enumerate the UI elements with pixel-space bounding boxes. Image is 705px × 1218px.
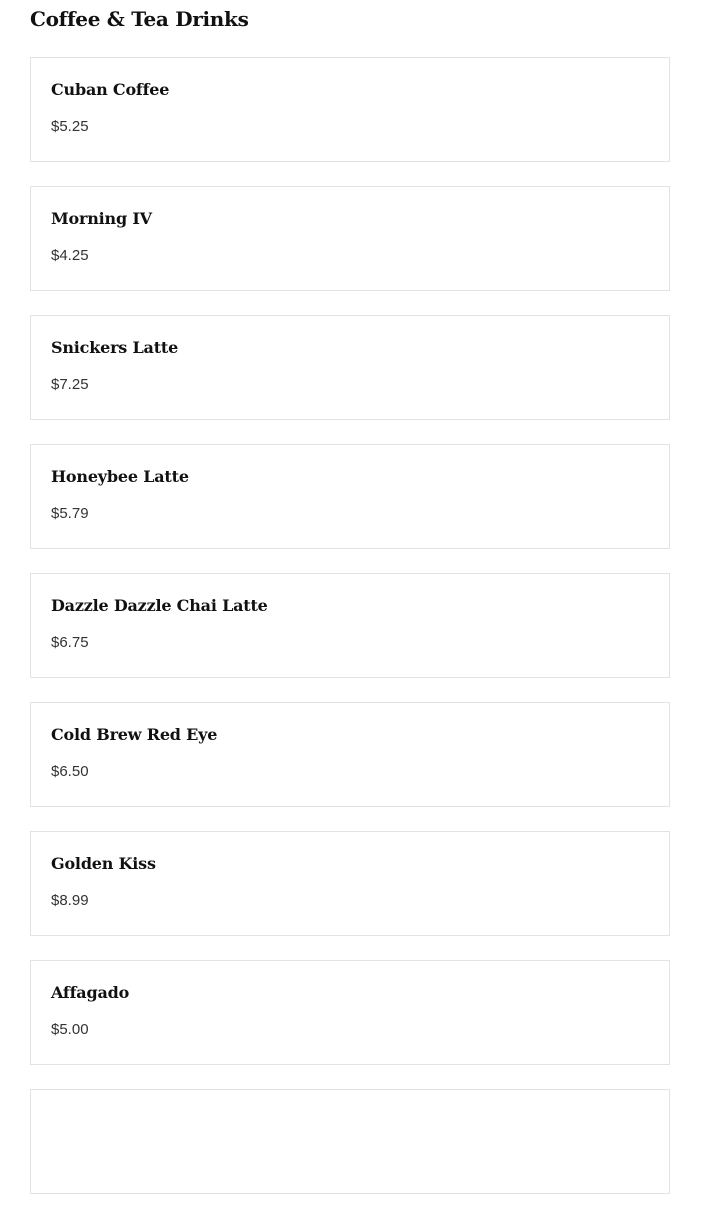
menu-item-card-partial[interactable] [30, 1089, 670, 1194]
menu-item-name: Cuban Coffee [51, 80, 170, 99]
menu-item-name: Snickers Latte [51, 338, 179, 357]
menu-item-price: $5.00 [51, 1021, 89, 1038]
menu-item-price: $5.79 [51, 505, 89, 522]
menu-item-card[interactable] [30, 831, 670, 936]
menu-item-price: $8.99 [51, 892, 89, 909]
menu-item-card[interactable] [30, 315, 670, 420]
menu-item-price: $6.75 [51, 634, 89, 651]
menu-item-card[interactable] [30, 444, 670, 549]
section-title: Coffee & Tea Drinks [30, 7, 249, 31]
menu-item-price: $5.25 [51, 118, 89, 135]
menu-item-name: Dazzle Dazzle Chai Latte [51, 596, 268, 615]
menu-item-card[interactable] [30, 960, 670, 1065]
menu-item-name: Affagado [51, 983, 130, 1002]
menu-item-price: $6.50 [51, 763, 89, 780]
menu-item-price: $7.25 [51, 376, 89, 393]
menu-item-card[interactable] [30, 57, 670, 162]
menu-item-card[interactable] [30, 573, 670, 678]
menu-section [30, 0, 670, 1218]
menu-item-name: Cold Brew Red Eye [51, 725, 218, 744]
menu-item-name: Morning IV [51, 209, 152, 228]
menu-item-name: Golden Kiss [51, 854, 156, 873]
menu-item-card[interactable] [30, 186, 670, 291]
menu-item-list [30, 57, 670, 1194]
menu-item-card[interactable] [30, 702, 670, 807]
menu-item-name: Honeybee Latte [51, 467, 189, 486]
menu-item-price: $4.25 [51, 247, 89, 264]
